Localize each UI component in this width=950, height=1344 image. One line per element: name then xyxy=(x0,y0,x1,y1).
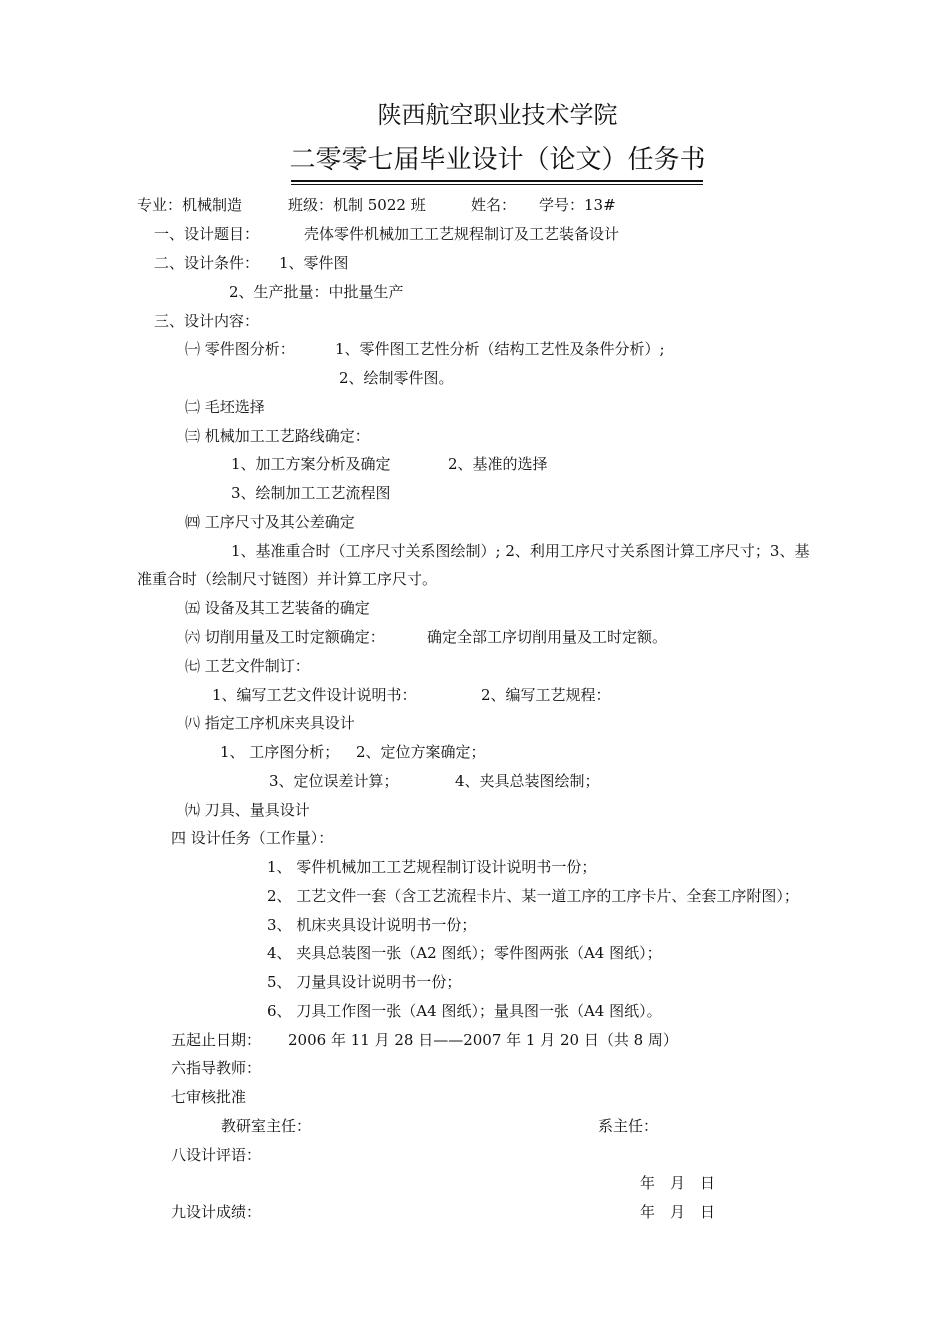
section-8-label: ㈧ 指定工序机床夹具设计 xyxy=(185,714,355,732)
section-6-value: 确定全部工序切削用量及工时定额。 xyxy=(427,628,668,646)
task-item: 2、 工艺文件一套（含工艺流程卡片、某一道工序的工序卡片、全套工序附图）； xyxy=(267,887,799,905)
title-underline-thick xyxy=(291,180,703,182)
content-label: 三、设计内容： xyxy=(154,312,260,330)
section-7-item-b: 2、编写工艺规程： xyxy=(481,686,611,704)
info-student-no: 学号：13# xyxy=(539,196,616,214)
grade-date: 年 月 日 xyxy=(640,1203,716,1221)
section-9-label: ㈨ 刀具、量具设计 xyxy=(185,801,310,819)
section-3-label: ㈢ 机械加工工艺路线确定： xyxy=(185,427,370,445)
section-3-item-c: 3、绘制加工工艺流程图 xyxy=(231,484,391,502)
topic-label: 一、设计题目： xyxy=(154,225,260,243)
task-item: 4、 夹具总装图一张（A2 图纸）；零件图两张（A4 图纸）； xyxy=(267,944,662,962)
conditions-item-1: 1、零件图 xyxy=(279,254,349,272)
review-date: 年 月 日 xyxy=(640,1174,716,1192)
section-5-label: ㈤ 设备及其工艺装备的确定 xyxy=(185,599,370,617)
dates-value: 2006 年 11 月 28 日——2007 年 1 月 20 日（共 8 周） xyxy=(288,1031,678,1049)
task-item: 6、 刀具工作图一张（A4 图纸）；量具图一张（A4 图纸）。 xyxy=(267,1002,662,1020)
grade-label: 九设计成绩： xyxy=(171,1203,262,1221)
section-7-item-a: 1、编写工艺文件设计说明书： xyxy=(212,686,417,704)
section-4-line-2: 准重合时（绘制尺寸链图）并计算工序尺寸。 xyxy=(137,570,438,588)
review-label: 八设计评语： xyxy=(171,1146,262,1164)
section-3-item-a: 1、加工方案分析及确定 xyxy=(231,455,391,473)
dept-head-label: 系主任： xyxy=(598,1117,659,1135)
section-6-label: ㈥ 切削用量及工时定额确定： xyxy=(185,628,385,646)
topic-value: 壳体零件机械加工工艺规程制订及工艺装备设计 xyxy=(304,225,620,243)
section-1-item-b: 2、绘制零件图。 xyxy=(339,369,454,387)
info-class: 班级：机制 5022 班 xyxy=(288,196,426,214)
section-7-label: ㈦ 工艺文件制订： xyxy=(185,657,310,675)
document-title: 二零零七届毕业设计（论文）任务书 xyxy=(289,145,706,175)
school-name: 陕西航空职业技术学院 xyxy=(377,101,618,129)
section-1-item-a: 1、零件图工艺性分析（结构工艺性及条件分析）; xyxy=(335,340,665,358)
section-8-item-a: 1、 工序图分析； xyxy=(220,743,340,761)
dates-label: 五起止日期： xyxy=(171,1031,262,1049)
task-item: 5、 刀量具设计说明书一份； xyxy=(267,973,462,991)
title-underline-thin xyxy=(291,184,703,185)
tasks-label: 四 设计任务（工作量）： xyxy=(171,829,334,847)
section-1-label: ㈠ 零件图分析： xyxy=(185,340,295,358)
section-2-label: ㈡ 毛坯选择 xyxy=(185,398,265,416)
info-name: 姓名： xyxy=(471,196,517,214)
conditions-label: 二、设计条件： xyxy=(154,254,260,272)
section-8-item-c: 3、定位误差计算； xyxy=(269,772,399,790)
advisor-label: 六指导教师： xyxy=(171,1059,262,1077)
section-8-item-d: 4、夹具总装图绘制； xyxy=(455,772,600,790)
office-head-label: 教研室主任： xyxy=(221,1117,312,1135)
conditions-item-2: 2、生产批量：中批量生产 xyxy=(229,283,404,301)
section-3-item-b: 2、基准的选择 xyxy=(448,455,548,473)
section-4-label: ㈣ 工序尺寸及其公差确定 xyxy=(185,513,355,531)
section-8-item-b: 2、定位方案确定； xyxy=(356,743,486,761)
task-item: 1、 零件机械加工工艺规程制订设计说明书一份； xyxy=(267,858,597,876)
approval-label: 七审核批准 xyxy=(171,1088,247,1106)
section-4-line-1: 1、基准重合时（工序尺寸关系图绘制）; 2、利用工序尺寸关系图计算工序尺寸；3、基 xyxy=(231,542,810,560)
task-item: 3、 机床夹具设计说明书一份； xyxy=(267,916,477,934)
info-major: 专业：机械制造 xyxy=(137,196,243,214)
